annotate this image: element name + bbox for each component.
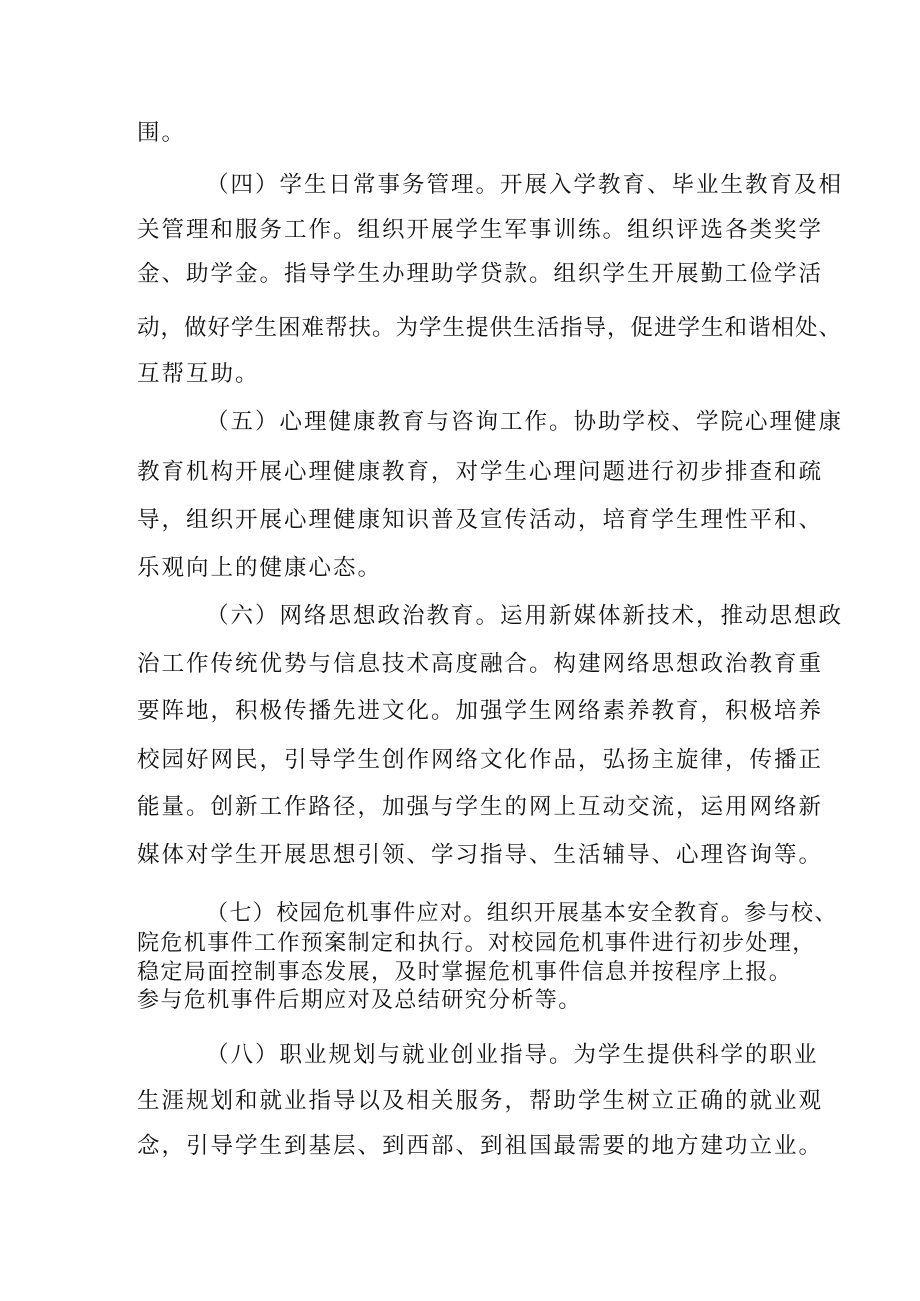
paragraph-line: 互帮互助。	[137, 361, 260, 387]
paragraph-line: 稳定局面控制事态发展，及时掌握危机事件信息并按程序上报。	[137, 960, 793, 985]
fragment-line: 围。	[137, 120, 187, 146]
paragraph-line: 教育机构开展心理健康教育，对学生心理问题进行初步排查和疏	[137, 459, 824, 485]
paragraph-line: （七）校园危机事件应对。组织开展基本安全教育。参与校、	[206, 901, 838, 926]
paragraph-line: 乐观向上的健康心态。	[137, 555, 383, 581]
paragraph-line: 校园好网民，引导学生创作网络文化作品，弘扬主旋律，传播正	[137, 747, 824, 773]
paragraph-line: 媒体对学生开展思想引领、学习指导、生活辅导、心理咨询等。	[137, 842, 824, 868]
paragraph-line: 能量。创新工作路径，加强与学生的网上互动交流，运用网络新	[137, 794, 824, 820]
paragraph-line: 金、助学金。指导学生办理助学贷款。组织学生开展勤工俭学活	[137, 261, 824, 287]
paragraph-line: 关管理和服务工作。组织开展学生军事训练。组织评选各类奖学	[137, 217, 824, 243]
paragraph-line: 生涯规划和就业指导以及相关服务，帮助学生树立正确的就业观	[137, 1088, 824, 1114]
paragraph-line: 院危机事件工作预案制定和执行。对校园危机事件进行初步处理，	[137, 931, 816, 956]
paragraph-line: （六）网络思想政治教育。运用新媒体新技术，推动思想政	[206, 603, 844, 629]
paragraph-line: （八）职业规划与就业创业指导。为学生提供科学的职业	[206, 1042, 819, 1068]
paragraph-line: 导，组织开展心理健康知识普及宣传活动，培育学生理性平和、	[137, 507, 824, 533]
paragraph-line: 要阵地，积极传播先进文化。加强学生网络素养教育，积极培养	[137, 698, 824, 724]
paragraph-line: （四）学生日常事务管理。开展入学教育、毕业生教育及相	[206, 172, 844, 198]
paragraph-line: （五）心理健康教育与咨询工作。协助学校、学院心理健康	[206, 409, 844, 435]
paragraph-line: 参与危机事件后期应对及总结研究分析等。	[137, 988, 582, 1013]
paragraph-line: 治工作传统优势与信息技术高度融合。构建网络思想政治教育重	[137, 651, 824, 677]
paragraph-line: 念，引导学生到基层、到西部、到祖国最需要的地方建功立业。	[137, 1133, 824, 1159]
paragraph-line: 动，做好学生困难帮扶。为学生提供生活指导，促进学生和谐相处、	[137, 315, 843, 341]
